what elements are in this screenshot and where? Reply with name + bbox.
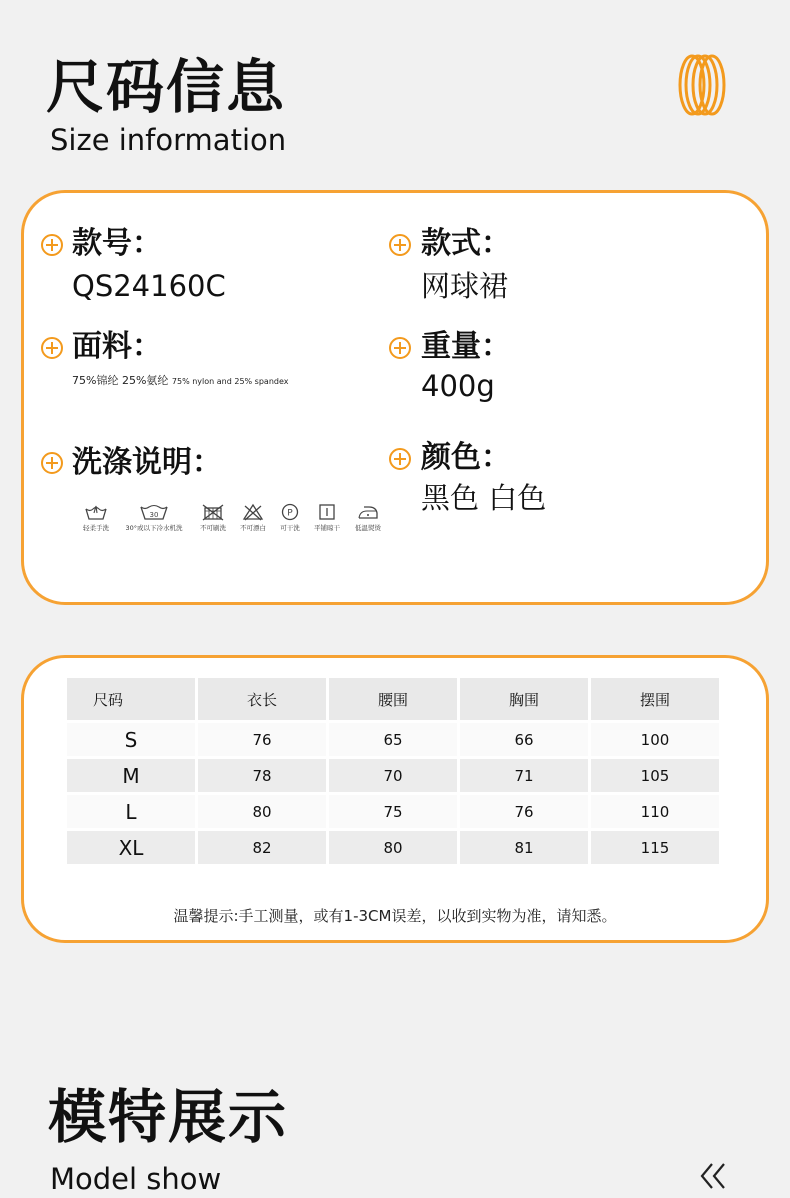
plus-circle-icon [41, 234, 63, 256]
header-cell: 衣长 [198, 678, 326, 720]
table-cell: 110 [591, 795, 719, 828]
model-title-cn: 模特展示 [48, 1083, 289, 1151]
care-label: 轻柔手洗 [83, 524, 109, 532]
wash-temp: 30 [149, 511, 159, 519]
table-row [67, 759, 719, 792]
care-label: 不可漂白 [240, 524, 266, 532]
care-hand-wash [80, 503, 112, 532]
fabric-label: 面料： [72, 329, 162, 364]
header-cell: 摆围 [591, 678, 719, 720]
care-label: 可干洗 [280, 524, 300, 532]
dry-clean-p-icon [280, 503, 300, 521]
table-cell: 76 [460, 795, 588, 828]
fabric-value [72, 372, 289, 388]
low-iron-icon [356, 503, 380, 521]
weight-value: 400g [421, 369, 495, 403]
color-value: 黑色 白色 [421, 481, 547, 515]
table-cell: 76 [198, 723, 326, 756]
care-machine-wash [120, 503, 188, 532]
table-cell: S [67, 723, 195, 756]
machine-wash-30-icon [139, 503, 169, 521]
fabric-value-en: 75% nylon and 25% spandex [171, 377, 289, 386]
table-cell: 70 [329, 759, 457, 792]
care-label: 低温熨烫 [355, 524, 381, 532]
rings-icon [678, 54, 726, 116]
table-cell: 65 [329, 723, 457, 756]
fabric-value-cn: 75%锦纶 25%氨纶 [72, 374, 169, 387]
table-cell: L [67, 795, 195, 828]
table-cell: XL [67, 831, 195, 864]
size-title-cn: 尺码信息 [46, 53, 287, 121]
model-title-en: Model show [50, 1162, 222, 1196]
style-value: 网球裙 [421, 269, 509, 303]
plus-circle-icon [41, 452, 63, 474]
care-low-iron [350, 503, 386, 532]
table-cell: 75 [329, 795, 457, 828]
weight-label: 重量： [421, 329, 511, 364]
care-label: 30°或以下冷水机洗 [125, 524, 183, 532]
measurement-note: 温馨提示:手工测量，或有1-3CM误差，以收到实物为准，请知悉。 [173, 907, 617, 925]
style-label: 款式： [421, 226, 511, 261]
plus-circle-icon [389, 337, 411, 359]
care-label: 平铺晾干 [314, 524, 340, 532]
flat-dry-icon [317, 503, 337, 521]
header-cell: 腰围 [329, 678, 457, 720]
style-no-value: QS24160C [72, 269, 226, 303]
table-cell: M [67, 759, 195, 792]
plus-circle-icon [41, 337, 63, 359]
care-no-brush [196, 503, 230, 532]
table-cell: 82 [198, 831, 326, 864]
table-row [67, 831, 719, 864]
wash-label: 洗涤说明： [72, 445, 222, 480]
table-cell: 80 [329, 831, 457, 864]
table-cell: 100 [591, 723, 719, 756]
table-cell: 66 [460, 723, 588, 756]
care-no-bleach [236, 503, 270, 532]
care-dry-clean [276, 503, 304, 532]
plus-circle-icon [389, 234, 411, 256]
table-cell: 81 [460, 831, 588, 864]
size-title-en: Size information [50, 123, 287, 157]
table-row [67, 795, 719, 828]
no-brush-icon [201, 503, 225, 521]
table-cell: 105 [591, 759, 719, 792]
style-no-label: 款号： [72, 226, 162, 261]
care-label: 不可刷洗 [200, 524, 226, 532]
table-cell: 78 [198, 759, 326, 792]
care-flat-dry [310, 503, 344, 532]
color-label: 颜色： [421, 440, 511, 475]
double-chevron-left-icon[interactable] [698, 1160, 730, 1192]
dry-clean-letter: P [287, 508, 293, 519]
no-bleach-icon [242, 503, 264, 521]
table-row [67, 723, 719, 756]
table-cell: 80 [198, 795, 326, 828]
table-cell: 71 [460, 759, 588, 792]
header-cell: 尺码 [67, 678, 195, 720]
table-header-row [67, 678, 719, 720]
size-table [64, 675, 722, 867]
hand-wash-icon [84, 503, 108, 521]
plus-circle-icon [389, 448, 411, 470]
table-cell: 115 [591, 831, 719, 864]
header-cell: 胸围 [460, 678, 588, 720]
